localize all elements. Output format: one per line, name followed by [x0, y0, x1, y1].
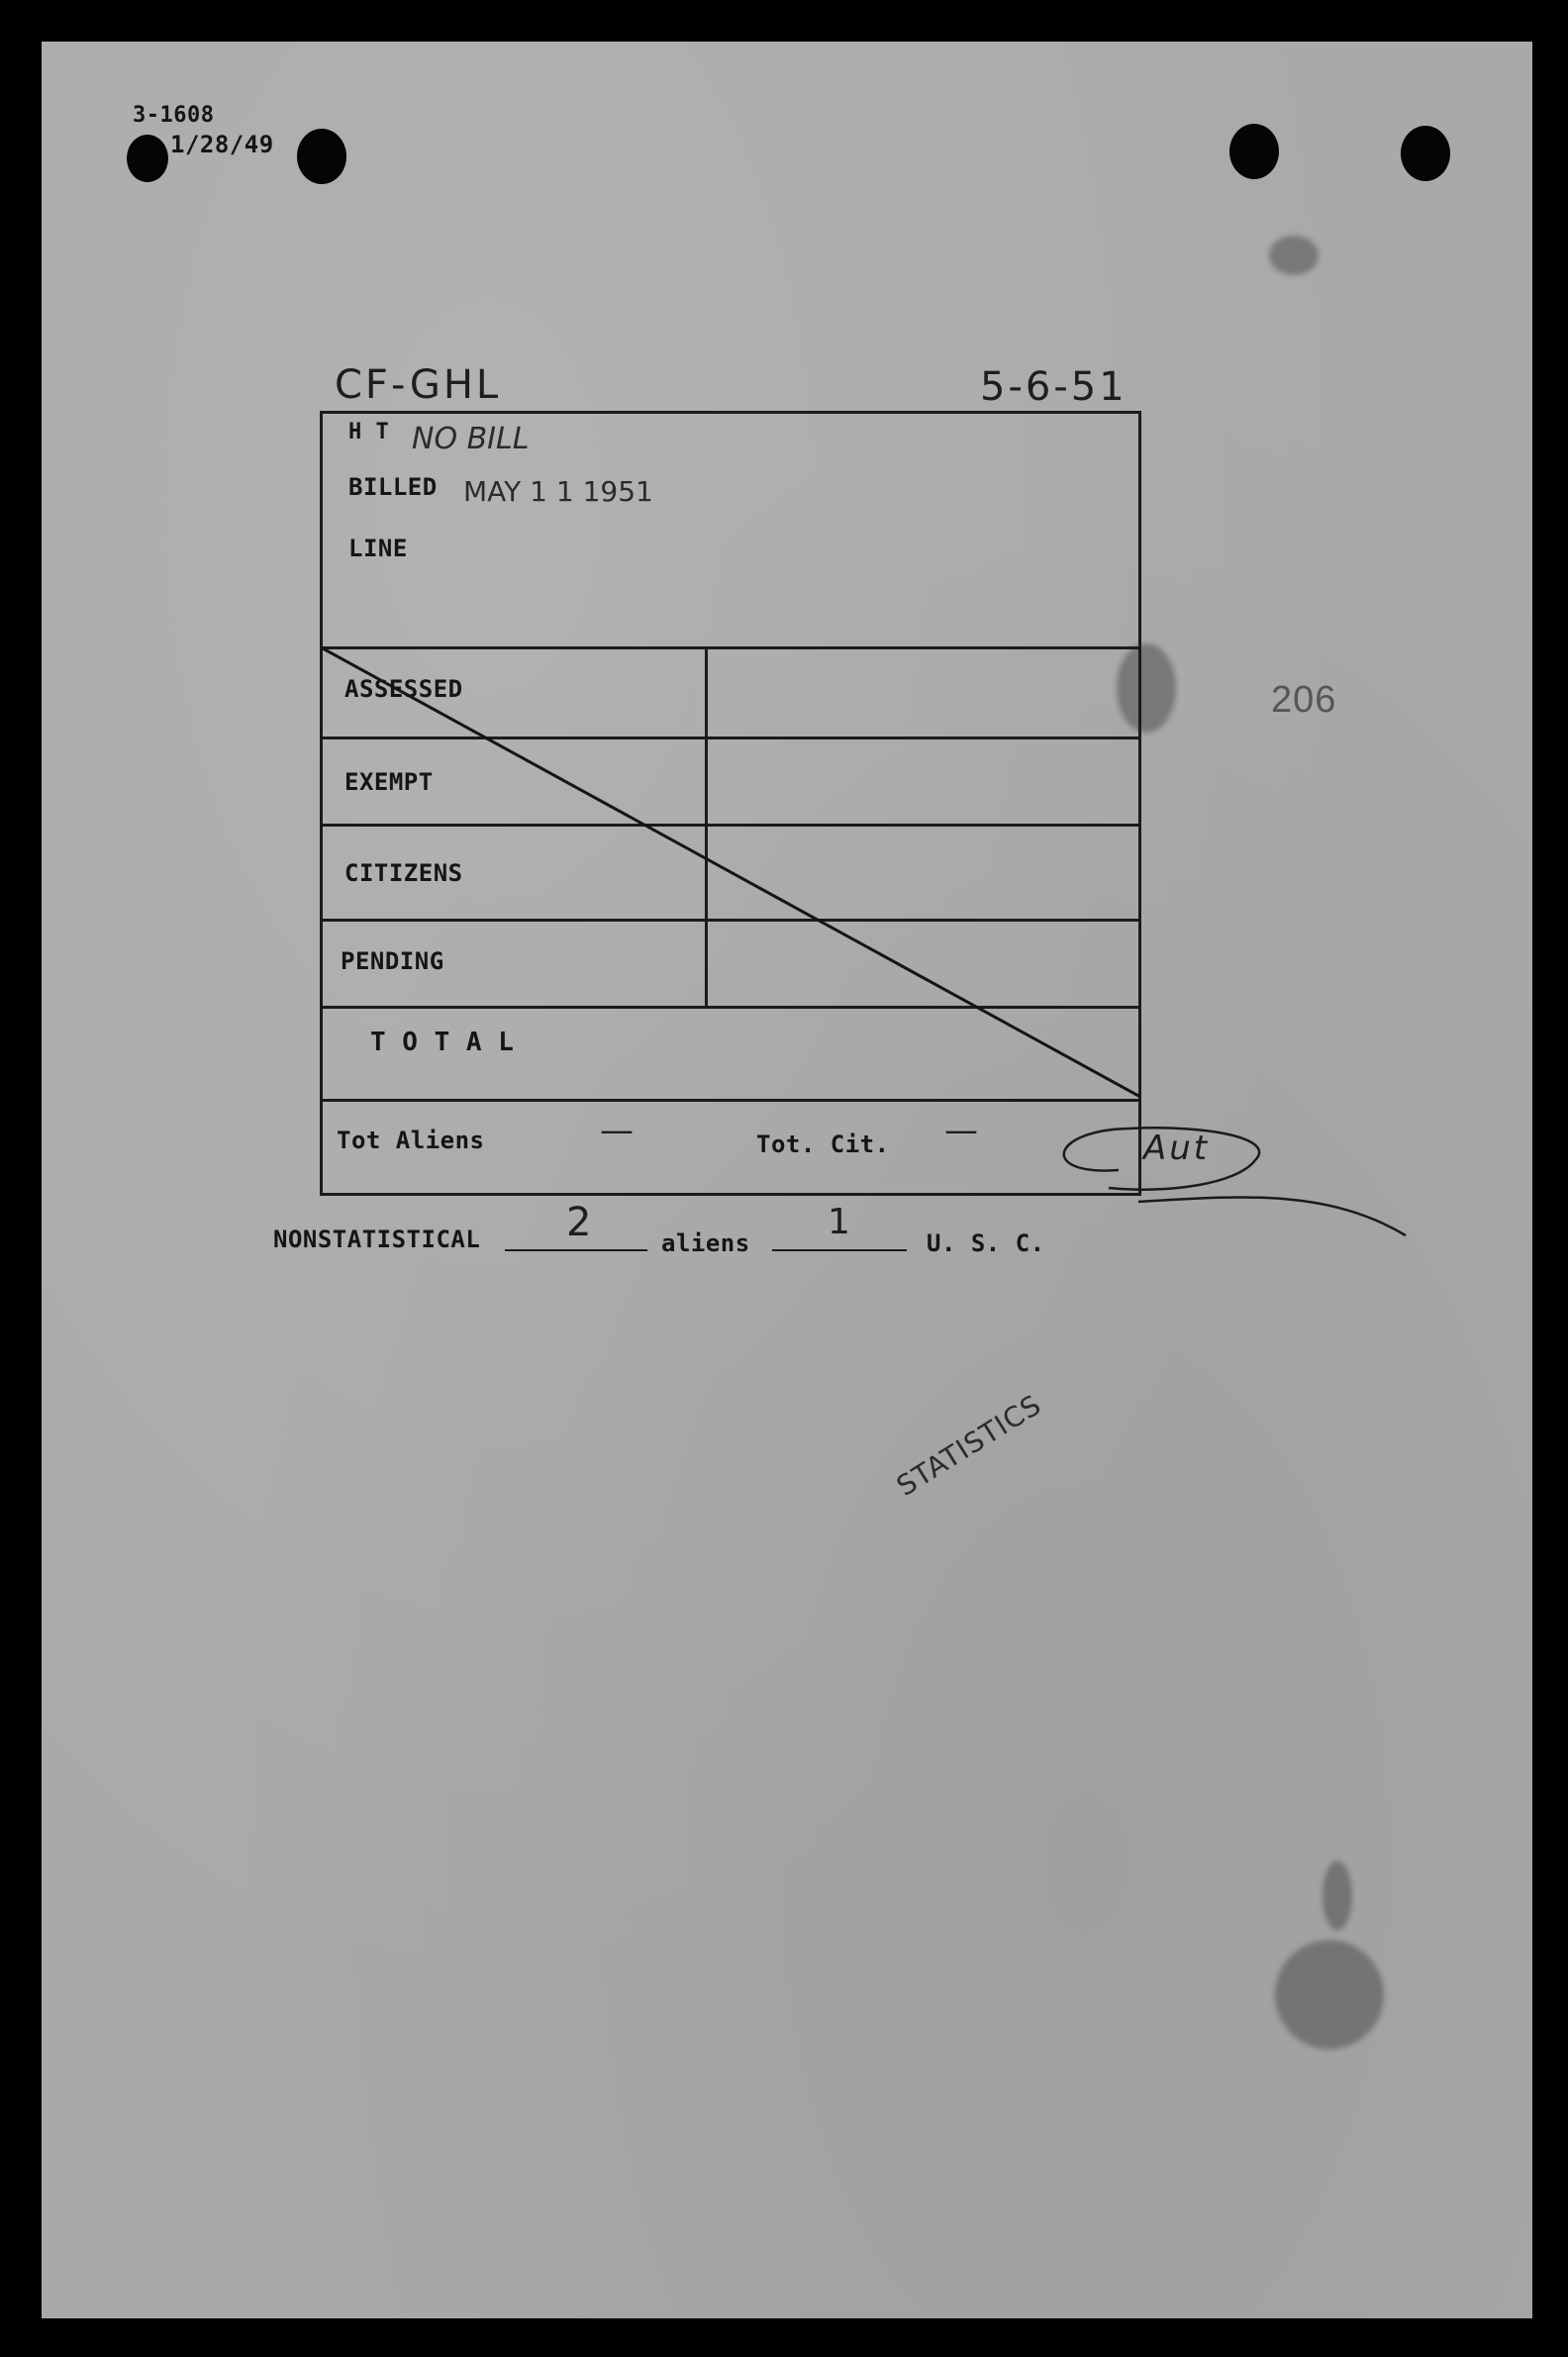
nonstat-aliens-label: aliens — [661, 1229, 750, 1257]
file-reference-number: 3-1608 — [133, 103, 215, 128]
pending-label: PENDING — [341, 947, 444, 975]
no-bill-stamp: NO BILL — [412, 422, 530, 456]
nonstat-usc-label: U. S. C. — [927, 1229, 1045, 1257]
nonstat-usc-count: 1 — [828, 1202, 853, 1242]
tot-aliens-label: Tot Aliens — [337, 1127, 485, 1154]
file-reference-date: 1/28/49 — [170, 131, 274, 158]
initials-signature: Aut — [1143, 1129, 1211, 1168]
nonstat-aliens-blank — [505, 1249, 647, 1251]
nonstat-aliens-count: 2 — [566, 1200, 595, 1245]
total-label: T O T A L — [370, 1028, 515, 1057]
citizens-label: CITIZENS — [344, 859, 463, 887]
ht-label: H T — [348, 420, 390, 444]
signature-tail — [1138, 1197, 1406, 1235]
nonstatistical-label: NONSTATISTICAL — [273, 1226, 481, 1253]
tot-aliens-value: — — [600, 1111, 637, 1150]
assessed-label: ASSESSED — [344, 675, 463, 703]
tot-cit-label: Tot. Cit. — [756, 1130, 890, 1158]
billed-label: BILLED — [348, 473, 438, 501]
page-number: 206 — [1271, 679, 1337, 721]
line-label: LINE — [348, 535, 408, 562]
tot-cit-value: — — [944, 1111, 981, 1150]
diagonal-strike-line — [323, 648, 1140, 1097]
cf-annotation: CF-GHL — [335, 362, 502, 408]
statistics-stamp: STATISTICS — [891, 1388, 1047, 1503]
exempt-label: EXEMPT — [344, 768, 434, 796]
billed-date-stamp: MAY 1 1 1951 — [463, 475, 653, 508]
nonstat-usc-blank — [772, 1249, 907, 1251]
date-annotation: 5-6-51 — [980, 364, 1127, 410]
